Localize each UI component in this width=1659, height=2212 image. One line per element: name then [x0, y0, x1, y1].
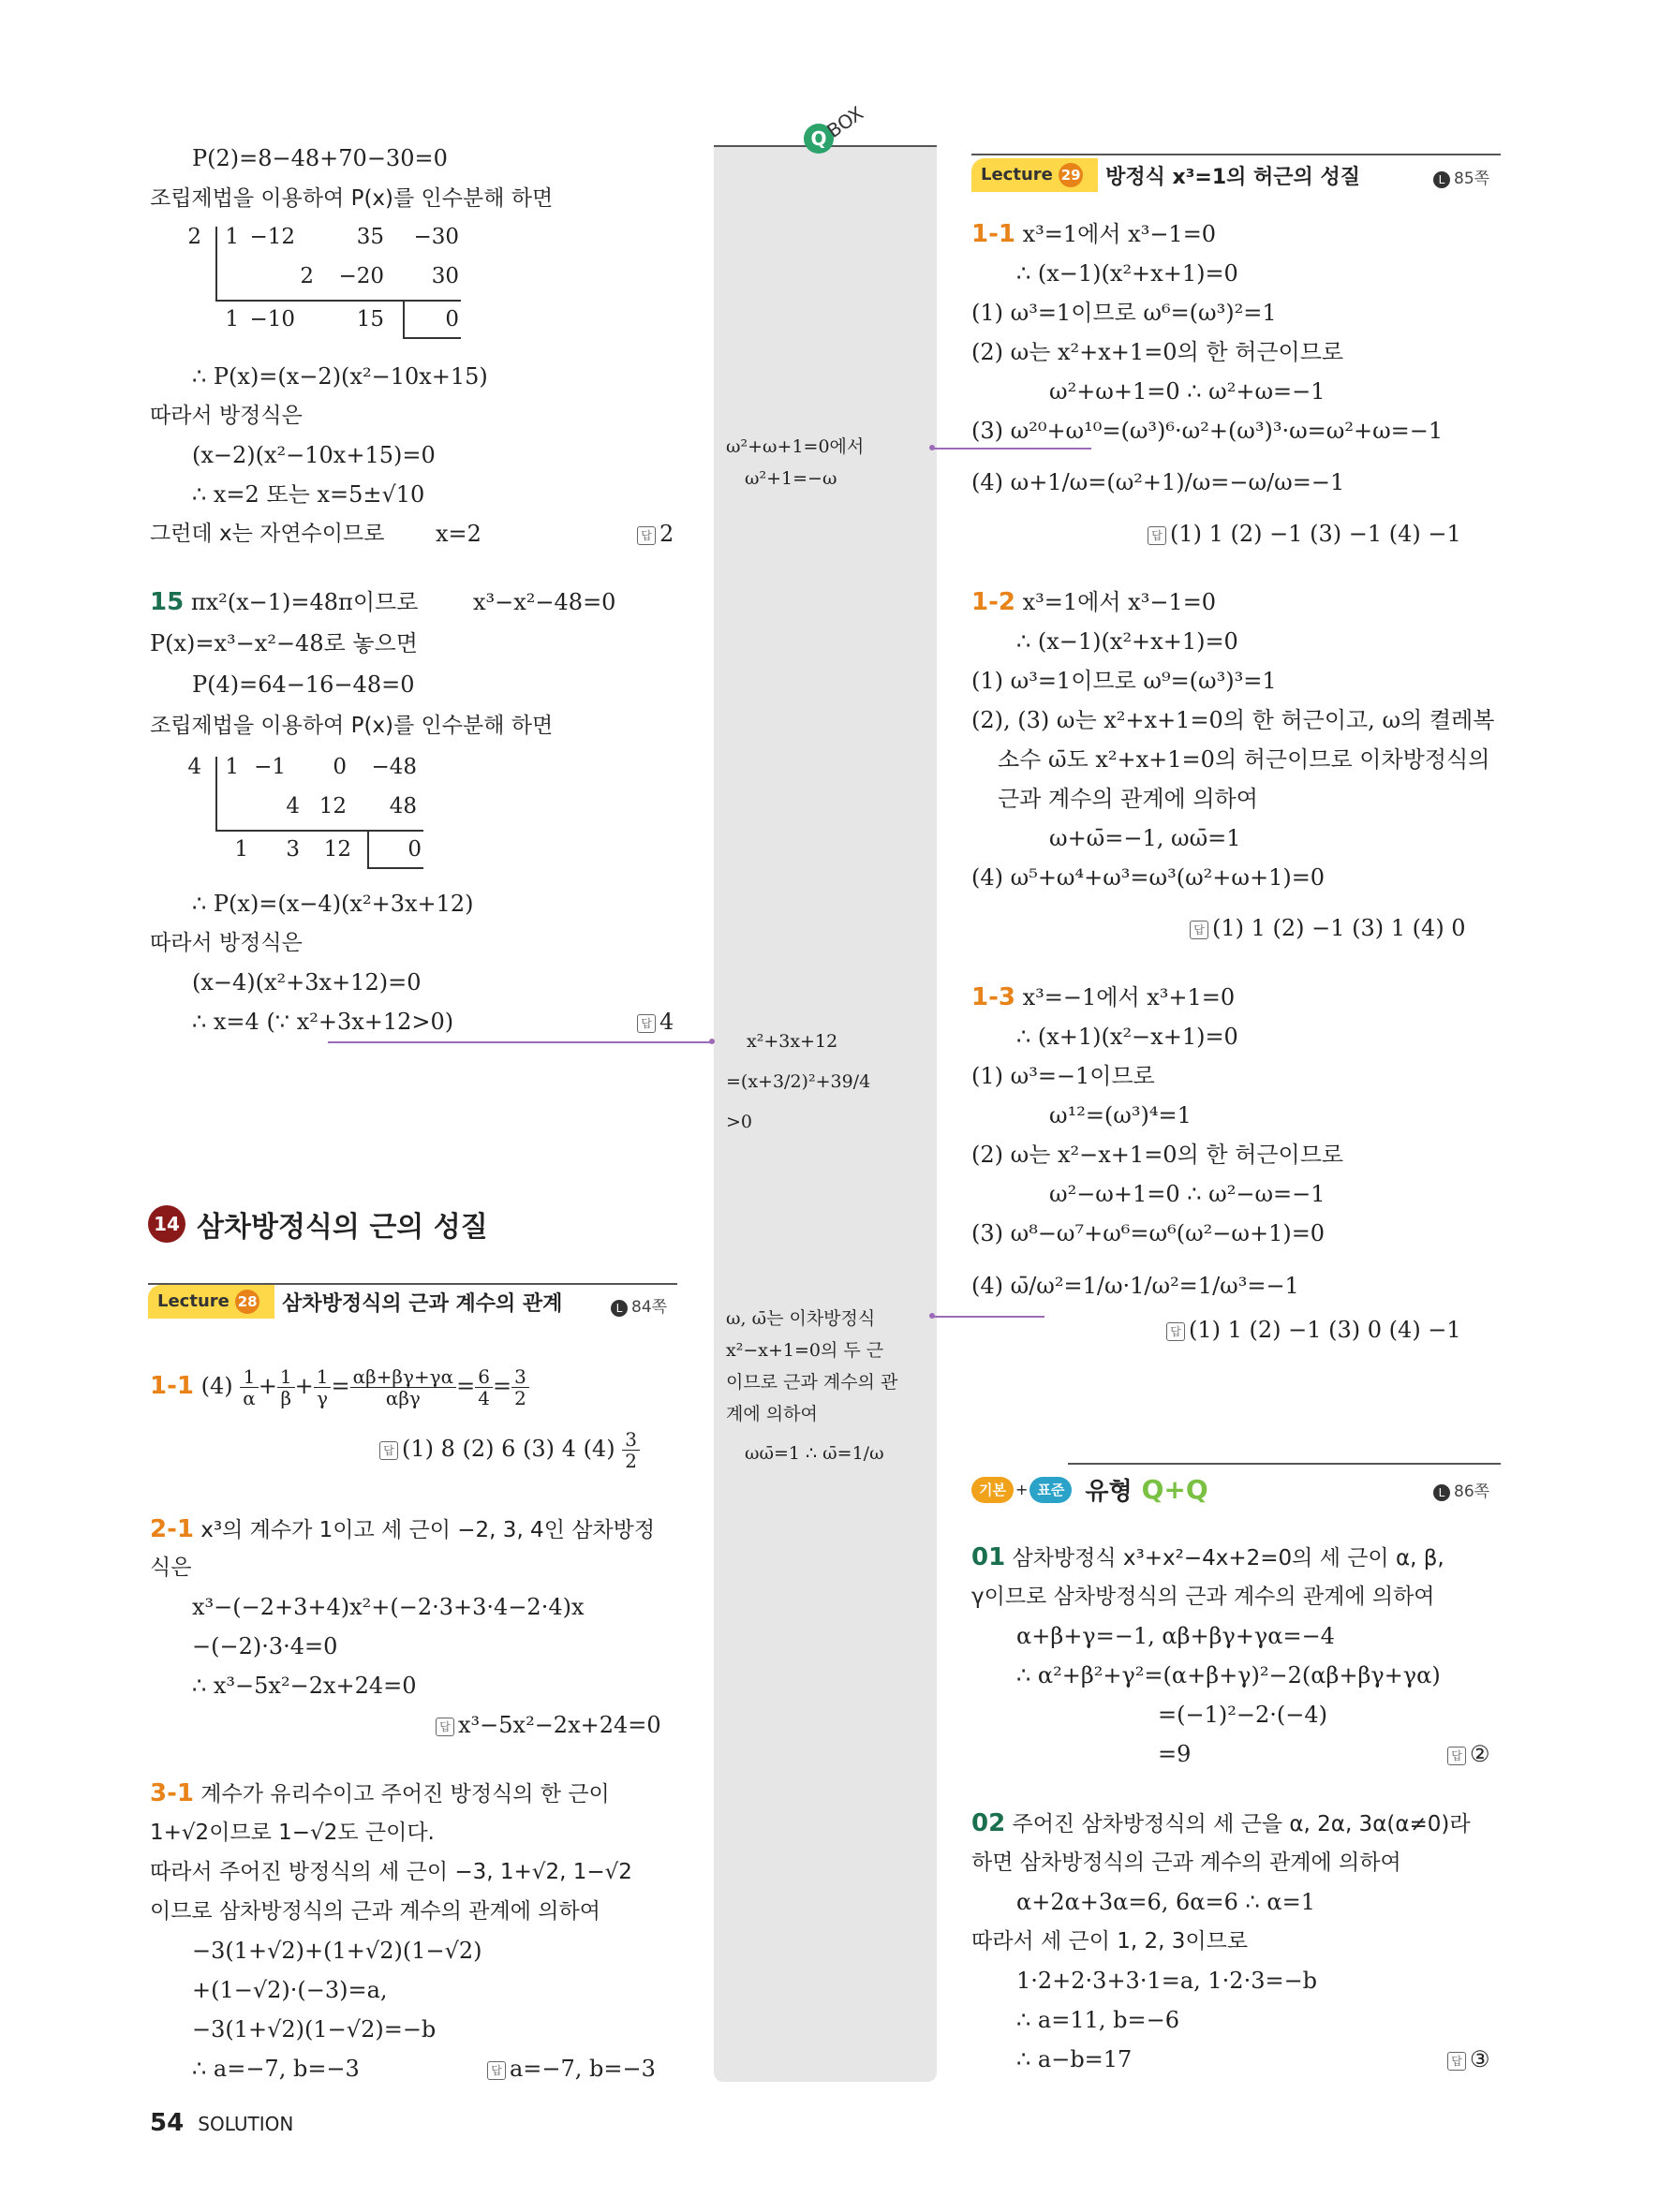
q02-line6: ∴ a=11, b=−6 — [1016, 2007, 1179, 2033]
frac-answer-3-2: $\frac{3}{2}$ — [622, 1429, 640, 1471]
answer-1-1-left — [379, 1425, 640, 1472]
q01-line6: =9 — [1158, 1741, 1192, 1767]
q02-line7: ∴ a−b=17 — [1016, 2046, 1133, 2072]
frac-1-alpha: $\frac{1}{\alpha}$ — [240, 1366, 259, 1408]
problem-3-1-line2: 1+√2이므로 1−√2도 근이다. — [150, 1821, 435, 1845]
footer-label: SOLUTION — [198, 2113, 294, 2135]
problem-15-line: πx²(x−1)=48π이므로 — [190, 589, 419, 615]
synth1-r3c2: −10 — [249, 307, 295, 332]
q01-answer-value: ② — [1470, 1741, 1490, 1767]
a12-answer-value: (1) 1 (2) −1 (3) 1 (4) 0 — [1212, 915, 1466, 941]
a11-number: 1-1 — [971, 220, 1015, 248]
synth-intro-2: 조립제법을 이용하여 P(x)를 인수분해 하면 — [150, 714, 554, 738]
problem-3-1-eq1: −3(1+√2)+(1+√2)(1−√2) — [192, 1938, 482, 1964]
eq-2: (x−4)(x²+3x+12)=0 — [192, 969, 422, 995]
note-2-line3: >0 — [726, 1112, 753, 1132]
lecture-29-rule — [971, 154, 1501, 155]
lecture-28-title: 삼차방정식의 근과 계수의 관계 — [282, 1291, 563, 1316]
type-section-rule — [1068, 1463, 1501, 1465]
connector-dot-1 — [929, 445, 935, 450]
problem-2-1-line2: 식은 — [150, 1556, 192, 1580]
a11-line1 — [971, 220, 1216, 248]
q02-line2: 하면 삼차방정식의 근과 계수의 관계에 의하여 — [971, 1851, 1401, 1875]
problem-3-1-number: 3-1 — [150, 1779, 194, 1807]
a13-line2: ∴ (x+1)(x²−x+1)=0 — [1016, 1024, 1238, 1050]
synth1-remainder-hline — [403, 337, 461, 339]
type-standard-badge: 표준 — [1029, 1477, 1072, 1503]
synth2-r2c4: 48 — [389, 794, 417, 818]
problem-3-1-eq4: ∴ a=−7, b=−3 — [192, 2056, 360, 2082]
answer-icon: 답 — [487, 2061, 506, 2080]
frac-6-4: $\frac{6}{4}$ — [475, 1366, 493, 1408]
page-footer — [150, 2109, 293, 2137]
type-basic-badge: 기본 — [971, 1477, 1014, 1503]
problem-2-1-number: 2-1 — [150, 1515, 194, 1543]
type-title: 유형 — [1085, 1478, 1133, 1506]
frac-1-gamma: $\frac{1}{\gamma}$ — [314, 1366, 332, 1408]
frac-3-2: $\frac{3}{2}$ — [511, 1366, 529, 1408]
a12-answer — [1190, 914, 1466, 942]
synth2-r1c2: −1 — [254, 755, 286, 779]
answer-2-1 — [436, 1711, 661, 1739]
synth2-r2c2: 4 — [286, 794, 300, 818]
problem-2-1-eq3: ∴ x³−5x²−2x+24=0 — [192, 1673, 417, 1699]
problem-15-p4: P(4)=64−16−48=0 — [192, 671, 415, 698]
sol-2: ∴ x=4 (∵ x²+3x+12>0) — [192, 1009, 454, 1035]
synth2-r3c1: 1 — [234, 837, 248, 862]
note-1-line2: ω²+1=−ω — [745, 468, 837, 489]
synth2-remainder-hline — [367, 867, 423, 869]
qbox-label: BOX — [822, 101, 868, 142]
type-page-text: 86쪽 — [1454, 1482, 1490, 1501]
q02-answer — [1447, 2045, 1490, 2073]
problem-3-1-eq2: +(1−√2)·(−3)=a, — [192, 1977, 388, 2003]
synth2-r1c4: −48 — [371, 755, 417, 779]
answer-icon: 답 — [1447, 1747, 1466, 1765]
answer-1 — [637, 520, 674, 548]
answer-3-1-value: a=−7, b=−3 — [510, 2056, 656, 2082]
synth2-r3c3: 12 — [323, 837, 351, 862]
problem-2-1-eq2: −(−2)·3·4=0 — [192, 1633, 338, 1659]
eq-1: (x−2)(x²−10x+15)=0 — [192, 442, 436, 468]
eq-intro-1: 따라서 방정식은 — [150, 404, 303, 428]
section-header-14 — [148, 1203, 488, 1245]
sol-1: ∴ x=2 또는 x=5±√10 — [192, 481, 425, 508]
q01-line4: ∴ α²+β²+γ²=(α+β+γ)²−2(αβ+βγ+γα) — [1016, 1662, 1441, 1688]
q01-number: 01 — [971, 1543, 1006, 1571]
a11-line7: (4) ω+1/ω=(ω²+1)/ω=−ω/ω=−1 — [971, 469, 1345, 495]
qbox-q-icon: Q — [804, 124, 834, 154]
synth2-r3c2: 3 — [286, 837, 300, 862]
lecture-page-icon: L — [611, 1300, 628, 1317]
eq-intro-2: 따라서 방정식은 — [150, 931, 303, 955]
problem-1-1-number: 1-1 — [150, 1372, 194, 1400]
answer-icon: 답 — [1190, 921, 1208, 939]
synth2-remainder-vline — [367, 830, 369, 869]
synthetic-division-2 — [187, 755, 468, 877]
problem-1-1-part: (4) — [200, 1373, 233, 1399]
a12-line3: (1) ω³=1이므로 ω⁹=(ω³)³=1 — [971, 668, 1277, 694]
problem-15 — [150, 588, 418, 616]
synth2-r1c1: 1 — [225, 755, 239, 779]
problem-3-1-line3: 따라서 주어진 방정식의 세 근이 −3, 1+√2, 1−√2 — [150, 1860, 632, 1884]
answer-icon: 답 — [1148, 526, 1166, 545]
connector-line-3 — [932, 1316, 1044, 1318]
lecture-29-tab — [971, 158, 1098, 192]
a12-line1 — [971, 588, 1216, 616]
synth2-hline — [215, 830, 423, 832]
lecture-29-page — [1433, 165, 1489, 188]
natural-x: x=2 — [436, 521, 481, 547]
q02-line1-text: 주어진 삼차방정식의 세 근을 α, 2α, 3α(α≠0)라 — [1012, 1812, 1471, 1836]
note-3-line5: ωω̄=1 ∴ ω̄=1/ω — [745, 1443, 884, 1464]
a11-line1-text: x³=1에서 x³−1=0 — [1022, 221, 1217, 247]
connector-dot-2 — [709, 1039, 715, 1044]
connector-line-2 — [328, 1041, 712, 1043]
a12-line8: (4) ω⁵+ω⁴+ω³=ω³(ω²+ω+1)=0 — [971, 864, 1326, 891]
q02-line5: 1·2+2·3+3·1=a, 1·2·3=−b — [1016, 1968, 1318, 1994]
a11-answer-value: (1) 1 (2) −1 (3) −1 (4) −1 — [1170, 521, 1461, 547]
section-title: 삼차방정식의 근의 성질 — [197, 1211, 488, 1244]
q01-answer — [1447, 1740, 1490, 1768]
section-number: 14 — [148, 1205, 185, 1243]
synth1-divisor: 2 — [187, 225, 201, 249]
a12-line2: ∴ (x−1)(x²+x+1)=0 — [1016, 628, 1238, 655]
note-3-line2: x²−x+1=0의 두 근 — [726, 1340, 884, 1361]
a13-line5: (2) ω는 x²−x+1=0의 한 허근이므로 — [971, 1142, 1344, 1168]
a13-line8: (4) ω̄/ω²=1/ω·1/ω²=1/ω³=−1 — [971, 1273, 1299, 1299]
a11-line3: (1) ω³=1이므로 ω⁶=(ω³)²=1 — [971, 300, 1277, 326]
note-3-line3: 이므로 근과 계수의 관 — [726, 1372, 898, 1393]
q01-line1-text: 삼차방정식 x³+x²−4x+2=0의 세 근이 α, β, — [1012, 1546, 1444, 1571]
a13-number: 1-3 — [971, 983, 1015, 1011]
a13-line4: ω¹²=(ω³)⁴=1 — [1049, 1102, 1192, 1128]
lecture-29-label: Lecture — [981, 165, 1053, 184]
lecture-page-icon: L — [1433, 1484, 1450, 1501]
type-plus: + — [1015, 1481, 1029, 1498]
a11-line4: (2) ω는 x²+x+1=0의 한 허근이므로 — [971, 339, 1344, 365]
lecture-28-page — [611, 1293, 667, 1317]
problem-3-1-line1: 계수가 유리수이고 주어진 방정식의 한 근이 — [200, 1782, 610, 1806]
connector-dot-3 — [929, 1313, 935, 1319]
a12-number: 1-2 — [971, 588, 1015, 616]
a11-line6: (3) ω²⁰+ω¹⁰=(ω³)⁶·ω²+(ω³)³·ω=ω²+ω=−1 — [971, 418, 1444, 444]
answer-icon: 답 — [379, 1441, 398, 1460]
q02-answer-value: ③ — [1470, 2046, 1490, 2072]
connector-line-1 — [932, 448, 1091, 450]
lecture-28-tab — [148, 1285, 274, 1319]
p-factor-2: ∴ P(x)=(x−4)(x²+3x+12) — [192, 891, 474, 917]
a11-answer — [1148, 520, 1461, 548]
a13-line3: (1) ω³=−1이므로 — [971, 1063, 1155, 1089]
synth1-r1c2: −12 — [249, 225, 295, 249]
lecture-29-title: 방정식 x³=1의 허근의 성질 — [1105, 165, 1360, 189]
a13-line7: (3) ω⁸−ω⁷+ω⁶=ω⁶(ω²−ω+1)=0 — [971, 1220, 1326, 1246]
a12-line5: 소수 ω̄도 x²+x+1=0의 허근이므로 이차방정식의 — [998, 746, 1490, 773]
synth2-r1c3: 0 — [333, 755, 347, 779]
lecture-29-number: 29 — [1059, 163, 1083, 187]
q02-number: 02 — [971, 1809, 1006, 1837]
problem-3-1-eq3: −3(1+√2)(1−√2)=−b — [192, 2016, 437, 2042]
synth1-r3c1: 1 — [225, 307, 239, 332]
synth1-r1c4: −30 — [413, 225, 459, 249]
q02-line1 — [971, 1809, 1471, 1838]
lecture-page-icon: L — [1433, 171, 1450, 188]
problem-15-number: 15 — [150, 588, 185, 616]
page-number: 54 — [150, 2109, 185, 2137]
synth2-r3c4: 0 — [407, 837, 422, 862]
answer-icon: 답 — [436, 1718, 454, 1736]
problem-2-1-eq1: x³−(−2+3+4)x²+(−2·3+3·4−2·4)x — [192, 1594, 585, 1620]
answer-1-1-left-value: (1) 8 (2) 6 (3) 4 (4) — [402, 1436, 615, 1462]
a13-line6: ω²−ω+1=0 ∴ ω²−ω=−1 — [1049, 1181, 1326, 1207]
problem-2-1 — [150, 1515, 655, 1544]
answer-3-1 — [487, 2055, 656, 2083]
natural-note: 그런데 x는 자연수이므로 — [150, 522, 385, 546]
q01-line1 — [971, 1543, 1444, 1572]
lecture-28-rule — [148, 1283, 677, 1285]
note-3-line4: 계에 의하여 — [726, 1404, 818, 1424]
synth-intro-1: 조립제법을 이용하여 P(x)를 인수분해 하면 — [150, 186, 554, 211]
note-3-line1: ω, ω̄는 이차방정식 — [726, 1308, 876, 1329]
lecture-28-page-text: 84쪽 — [631, 1298, 668, 1317]
synth1-hline — [215, 300, 461, 302]
note-2-line2: =(x+3/2)²+39/4 — [726, 1071, 871, 1092]
synth1-r1c1: 1 — [225, 225, 239, 249]
problem-15-eq: x³−x²−48=0 — [473, 589, 616, 615]
synth1-r2c4: 30 — [431, 264, 459, 288]
a11-line2: ∴ (x−1)(x²+x+1)=0 — [1016, 260, 1238, 287]
lecture-29-page-text: 85쪽 — [1454, 170, 1490, 188]
a12-line4: (2), (3) ω는 x²+x+1=0의 한 허근이고, ω의 켤레복 — [971, 707, 1495, 733]
synth2-divisor: 4 — [187, 755, 201, 779]
answer-icon: 답 — [1447, 2052, 1466, 2071]
answer-icon: 답 — [1166, 1322, 1185, 1341]
a13-line1-text: x³=−1에서 x³+1=0 — [1022, 984, 1236, 1010]
note-2-line1: x²+3x+12 — [747, 1031, 838, 1052]
a13-answer-value: (1) 1 (2) −1 (3) 0 (4) −1 — [1189, 1317, 1461, 1343]
problem-3-1-line4: 이므로 삼차방정식의 근과 계수의 관계에 의하여 — [150, 1899, 600, 1924]
answer-1-value: 2 — [659, 521, 674, 547]
answer-icon: 답 — [637, 1014, 656, 1033]
synth1-r3c3: 15 — [356, 307, 384, 332]
type-qq-icon: Q+Q — [1141, 1474, 1208, 1505]
p2-line: P(2)=8−48+70−30=0 — [192, 145, 448, 171]
synth1-r1c3: 35 — [356, 225, 384, 249]
q01-line5: =(−1)²−2·(−4) — [1158, 1702, 1327, 1728]
type-page — [1433, 1478, 1489, 1501]
problem-2-1-line1: x³의 계수가 1이고 세 근이 −2, 3, 4인 삼차방정 — [200, 1518, 656, 1542]
a12-line6: 근과 계수의 관계에 의하여 — [998, 786, 1258, 812]
synthetic-division-1 — [187, 225, 468, 347]
frac-1-beta: $\frac{1}{\beta}$ — [277, 1366, 295, 1408]
q02-line4: 따라서 세 근이 1, 2, 3이므로 — [971, 1929, 1249, 1954]
problem-3-1 — [150, 1779, 610, 1808]
q01-line3: α+β+γ=−1, αβ+βγ+γα=−4 — [1016, 1623, 1335, 1649]
a12-line1-text: x³=1에서 x³−1=0 — [1022, 589, 1217, 615]
q01-line2: γ이므로 삼차방정식의 근과 계수의 관계에 의하여 — [971, 1585, 1435, 1609]
frac-vieta: $\frac{\alpha\beta+\beta\gamma+\gamma\alpha}{\text{αβγ}}$ — [350, 1366, 457, 1408]
synth1-r3c4: 0 — [445, 307, 459, 332]
problem-1-1-left: 1-1 (4) $\frac{1}{\alpha}$ + $\frac{1}{\beta}$ + $\frac{1}{\gamma}$ = $\frac{\alpha\beta+\beta\gamma+\gamma\alpha}{\text{αβγ}}$ = $\frac{6}{4}$ = $\frac{3}{2}$ — [150, 1363, 529, 1409]
note-1-line1: ω²+ω+1=0에서 — [726, 436, 865, 457]
a12-line7: ω+ω̄=−1, ωω̄=1 — [1049, 825, 1241, 851]
answer-2 — [637, 1008, 674, 1036]
answer-2-value: 4 — [659, 1009, 674, 1035]
lecture-28-number: 28 — [235, 1290, 259, 1314]
lecture-28-label: Lecture — [157, 1291, 230, 1311]
answer-icon: 답 — [637, 526, 656, 545]
type-section-header — [971, 1472, 1208, 1507]
p-factor-1: ∴ P(x)=(x−2)(x²−10x+15) — [192, 363, 488, 390]
synth1-r2c3: −20 — [338, 264, 384, 288]
problem-15-set: P(x)=x³−x²−48로 놓으면 — [150, 630, 418, 656]
a11-line5: ω²+ω+1=0 ∴ ω²+ω=−1 — [1049, 378, 1326, 405]
synth2-r2c3: 12 — [318, 794, 347, 818]
synth1-remainder-vline — [403, 300, 405, 339]
lecture-28-header — [148, 1281, 562, 1322]
synth1-r2c2: 2 — [300, 264, 314, 288]
q02-line3: α+2α+3α=6, 6α=6 ∴ α=1 — [1016, 1889, 1315, 1915]
answer-2-1-value: x³−5x²−2x+24=0 — [458, 1712, 661, 1738]
a13-line1 — [971, 983, 1235, 1011]
lecture-29-header — [971, 155, 1360, 196]
a13-answer — [1166, 1316, 1461, 1344]
